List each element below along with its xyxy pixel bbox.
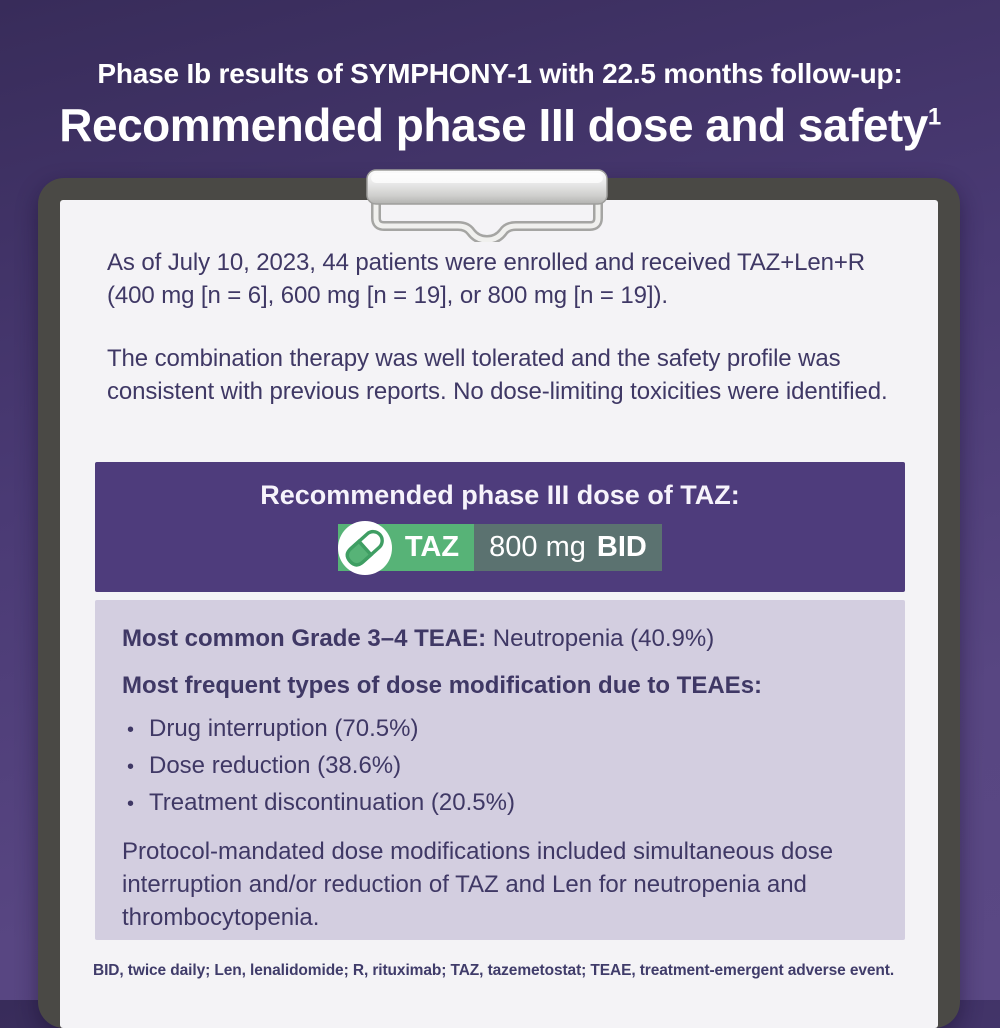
page-title-text: Recommended phase III dose and safety bbox=[59, 99, 928, 151]
dose-badge-segment bbox=[474, 524, 662, 571]
dose-banner-title: Recommended phase III dose of TAZ: bbox=[260, 480, 740, 510]
dose-frequency: BID bbox=[596, 531, 647, 563]
drug-label: TAZ bbox=[404, 531, 460, 563]
most-common-teae-label: Most common Grade 3–4 TEAE: bbox=[122, 625, 487, 652]
most-common-teae-line bbox=[122, 624, 878, 654]
safety-summary-box bbox=[95, 600, 905, 940]
pill-capsule-icon bbox=[337, 520, 393, 576]
list-item bbox=[122, 785, 878, 822]
list-item-label: Treatment discontinuation (20.5%) bbox=[149, 789, 515, 816]
dose-value: 800 mg bbox=[489, 531, 586, 563]
list-item bbox=[122, 711, 878, 748]
clipboard-clip-icon bbox=[362, 168, 612, 242]
enrollment-paragraph: As of July 10, 2023, 44 patients were enrolled and received TAZ+Len+R (400 mg [n = 6], 600 mg [n = 19], or 800 mg [n = 19]). bbox=[107, 249, 866, 309]
dose-badge bbox=[338, 524, 662, 571]
dose-banner bbox=[95, 462, 905, 592]
list-item-label: Dose reduction (38.6%) bbox=[149, 752, 402, 779]
drug-badge-segment bbox=[338, 524, 474, 571]
list-item bbox=[122, 748, 878, 785]
reference-superscript: 1 bbox=[927, 103, 941, 131]
dose-modifications-list bbox=[122, 711, 878, 822]
header-subtitle: Phase Ib results of SYMPHONY-1 with 22.5 months follow-up: bbox=[97, 58, 903, 89]
dose-modifications-heading: Most frequent types of dose modification due to TEAEs: bbox=[122, 672, 763, 699]
clipboard-frame bbox=[38, 178, 960, 1028]
page-title bbox=[0, 98, 1000, 152]
protocol-note: Protocol-mandated dose modifications included simultaneous dose interruption and/or reduction of TAZ and Len for neutropenia and thrombocytopenia. bbox=[122, 838, 834, 931]
bullet-icon: • bbox=[127, 793, 135, 815]
bullet-icon: • bbox=[127, 719, 135, 741]
list-item-label: Drug interruption (70.5%) bbox=[149, 715, 419, 742]
bullet-icon: • bbox=[127, 756, 135, 778]
most-common-teae-value: Neutropenia (40.9%) bbox=[486, 625, 715, 652]
safety-summary-content bbox=[122, 624, 878, 934]
clipboard-paper bbox=[60, 200, 938, 1028]
abbreviations-footnote: BID, twice daily; Len, lenalidomide; R, rituximab; TAZ, tazemetostat; TEAE, treatment-emergent adverse event. bbox=[93, 962, 895, 979]
tolerability-paragraph: The combination therapy was well tolerated and the safety profile was consistent with previous reports. No dose-limiting toxicities were identified. bbox=[107, 345, 888, 405]
